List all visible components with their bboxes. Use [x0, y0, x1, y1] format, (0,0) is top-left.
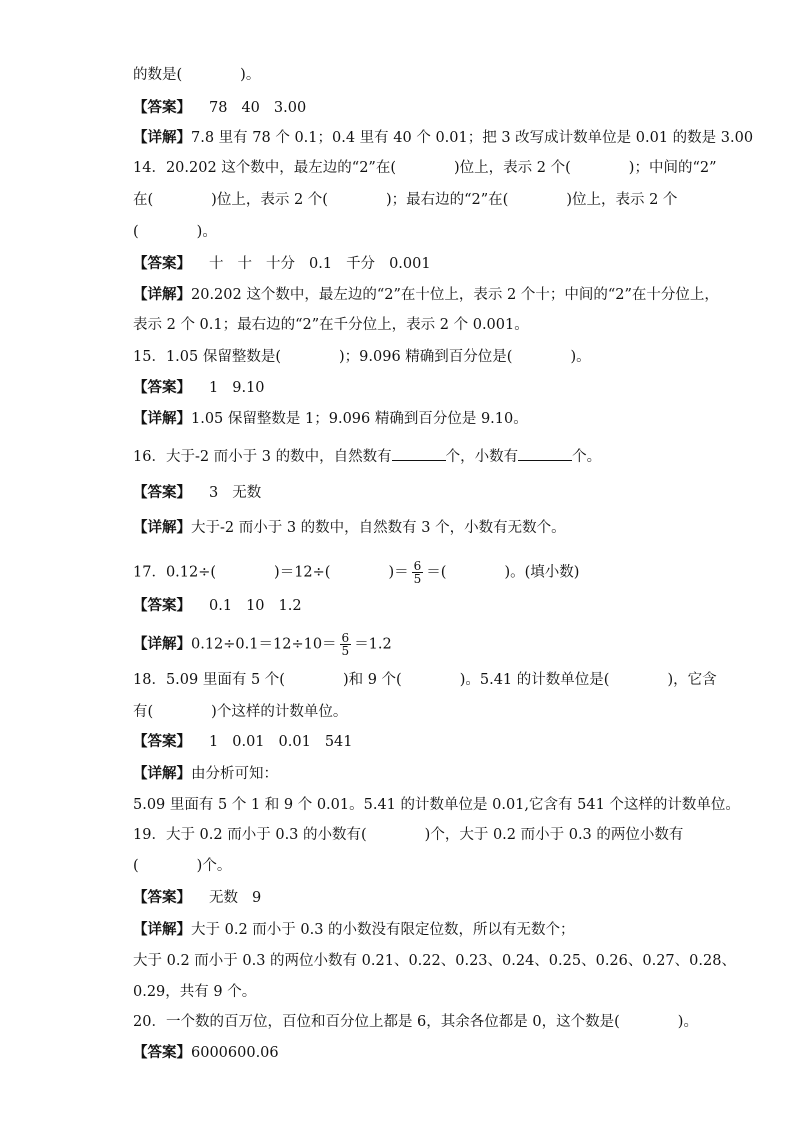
q19-detail-line-2	[133, 951, 736, 971]
q17-question-line	[133, 559, 580, 586]
answer-value: 十	[209, 256, 224, 272]
answer-value: 0.01	[232, 734, 265, 750]
answer-label: 【答案】	[133, 597, 191, 614]
answer-value: 3.00	[273, 100, 307, 116]
text: )；中间的“2”	[628, 160, 717, 176]
underline-blank	[392, 446, 446, 461]
detail-text: 由分析可知：	[191, 766, 278, 782]
text: )个。	[196, 858, 232, 874]
detail-label: 【详解】	[133, 519, 191, 536]
q19-detail-line-1	[133, 920, 575, 940]
answer-value: 9	[252, 890, 262, 906]
detail-text: 大于 0.2 而小于 0.3 的两位小数有 0.21、0.22、0.23、0.24、0.25、0.26、0.27、0.28、	[133, 953, 736, 969]
detail-text: 0.12÷0.1＝12÷10＝	[191, 636, 337, 653]
text: 个，小数有	[445, 449, 519, 465]
q15-answer-line	[133, 378, 279, 398]
q16-detail-line	[133, 518, 566, 538]
answer-label: 【答案】	[133, 484, 191, 501]
answer-value: 千分	[346, 256, 376, 272]
answer-value: 9.10	[232, 380, 265, 396]
answer-value: 0.01	[278, 734, 311, 750]
text: )。	[240, 67, 261, 83]
q14-question-line-1	[133, 158, 717, 178]
q13-answer-line	[133, 98, 320, 118]
answer-value: 无数	[209, 890, 238, 906]
q19-question-line-1	[133, 825, 683, 845]
answer-label: 【答案】	[133, 1044, 191, 1061]
q16-question-line	[133, 446, 601, 466]
text: ＝(	[426, 564, 447, 581]
answer-label: 【答案】	[133, 255, 191, 272]
text: 20．一个数的百万位，百位和百分位上都是 6，其余各位都是 0，这个数是(	[133, 1014, 620, 1030]
fraction	[340, 632, 352, 657]
q18-question-line-1	[133, 670, 717, 690]
text: 16．大于-2 而小于 3 的数中，自然数有	[133, 449, 392, 465]
answer-label: 【答案】	[133, 99, 191, 116]
text: )个，大于 0.2 而小于 0.3 的两位小数有	[424, 827, 684, 843]
answer-value: 十	[237, 256, 252, 272]
q19-answer-line	[133, 888, 275, 908]
q18-detail-line-2	[133, 795, 740, 815]
q14-detail-line-2	[133, 315, 529, 335]
q20-answer-line	[133, 1043, 279, 1063]
answer-value: 0.1	[309, 256, 333, 272]
answer-label: 【答案】	[133, 733, 191, 750]
fraction-numerator: 6	[413, 559, 422, 573]
q18-answer-line	[133, 732, 367, 752]
q19-question-line-2	[133, 856, 231, 876]
answer-value: 0.1	[209, 598, 233, 614]
text: (	[133, 224, 139, 240]
text: )；9.096 精确到百分位是(	[339, 349, 513, 365]
text: )和 9 个(	[342, 672, 402, 688]
answer-value: 0.001	[389, 256, 431, 272]
answer-value: 1.2	[278, 598, 302, 614]
text: )。(填小数)	[504, 564, 580, 581]
text: )。5.41 的计数单位是(	[459, 672, 610, 688]
detail-text: 大于-2 而小于 3 的数中，自然数有 3 个，小数有无数个。	[191, 520, 566, 536]
text: 在(	[133, 192, 154, 208]
answer-value: 无数	[232, 485, 262, 501]
answer-value: 十分	[266, 256, 295, 272]
fraction-denominator: 5	[341, 644, 350, 658]
detail-label: 【详解】	[133, 129, 191, 146]
answer-value: 1	[209, 380, 219, 396]
q13-tail-line	[133, 65, 260, 85]
text: 个。	[572, 449, 602, 465]
detail-text: ＝1.2	[354, 636, 392, 653]
q14-detail-line-1	[133, 285, 719, 305]
answer-value: 3	[209, 485, 219, 501]
detail-label: 【详解】	[133, 635, 191, 653]
q14-question-line-2	[133, 190, 677, 210]
detail-text: 20.202 这个数中，最左边的“2”在十位上，表示 2 个十；中间的“2”在十分位上，	[191, 287, 719, 303]
text: 的数是(	[133, 67, 183, 83]
q14-question-line-3	[133, 222, 217, 242]
text: (	[133, 858, 139, 874]
text: )位上，表示 2 个(	[211, 192, 328, 208]
detail-label: 【详解】	[133, 410, 191, 427]
answer-value: 10	[246, 598, 265, 614]
text: )＝	[388, 564, 409, 581]
text: 18．5.09 里面有 5 个(	[133, 672, 285, 688]
answer-value: 541	[324, 734, 353, 750]
text: )＝12÷(	[274, 564, 331, 581]
answer-label: 【答案】	[133, 379, 191, 396]
q18-question-line-2	[133, 702, 347, 722]
text: )，它含	[667, 672, 717, 688]
text: 14．20.202 这个数中，最左边的“2”在(	[133, 160, 397, 176]
detail-text: 大于 0.2 而小于 0.3 的小数没有限定位数，所以有无数个；	[191, 922, 575, 938]
fraction-numerator: 6	[341, 631, 350, 645]
text: )位上，表示 2 个(	[454, 160, 571, 176]
detail-label: 【详解】	[133, 765, 191, 782]
text: )。	[677, 1014, 698, 1030]
detail-text: 0.29，共有 9 个。	[133, 984, 257, 1000]
text: 15．1.05 保留整数是(	[133, 349, 282, 365]
q15-question-line	[133, 347, 591, 367]
answer-label: 【答案】	[133, 889, 191, 906]
text: )。	[570, 349, 591, 365]
answer-value: 40	[241, 100, 260, 116]
detail-label: 【详解】	[133, 921, 191, 938]
detail-text: 1.05 保留整数是 1；9.096 精确到百分位是 9.10。	[191, 411, 528, 427]
q13-detail-line	[133, 128, 753, 148]
q17-detail-line	[133, 631, 392, 658]
underline-blank	[518, 446, 572, 461]
text: )个这样的计数单位。	[211, 704, 348, 720]
answer-value: 78	[209, 100, 228, 116]
text: )；最右边的“2”在(	[385, 192, 509, 208]
q15-detail-line	[133, 409, 528, 429]
text: 有(	[133, 704, 154, 720]
answer-value: 6000600.06	[191, 1045, 279, 1061]
q19-detail-line-3	[133, 982, 256, 1002]
fraction-denominator: 5	[413, 572, 422, 586]
q16-answer-line	[133, 483, 275, 503]
answer-value: 1	[209, 734, 219, 750]
q17-answer-line	[133, 596, 316, 616]
q14-answer-line	[133, 254, 445, 274]
q20-question-line	[133, 1012, 698, 1032]
detail-text: 表示 2 个 0.1；最右边的“2”在千分位上，表示 2 个 0.001。	[133, 317, 529, 333]
detail-label: 【详解】	[133, 286, 191, 303]
fraction	[412, 560, 424, 585]
detail-text: 7.8 里有 78 个 0.1；0.4 里有 40 个 0.01；把 3 改写成计数单位是 0.01 的数是 3.00	[191, 130, 754, 146]
text: 19．大于 0.2 而小于 0.3 的小数有(	[133, 827, 367, 843]
text: )。	[196, 224, 217, 240]
text: 17．0.12÷(	[133, 564, 217, 581]
detail-text: 5.09 里面有 5 个 1 和 9 个 0.01。5.41 的计数单位是 0.01,它含有 541 个这样的计数单位。	[133, 797, 740, 813]
text: )位上，表示 2 个	[566, 192, 678, 208]
q18-detail-line-1	[133, 764, 278, 784]
